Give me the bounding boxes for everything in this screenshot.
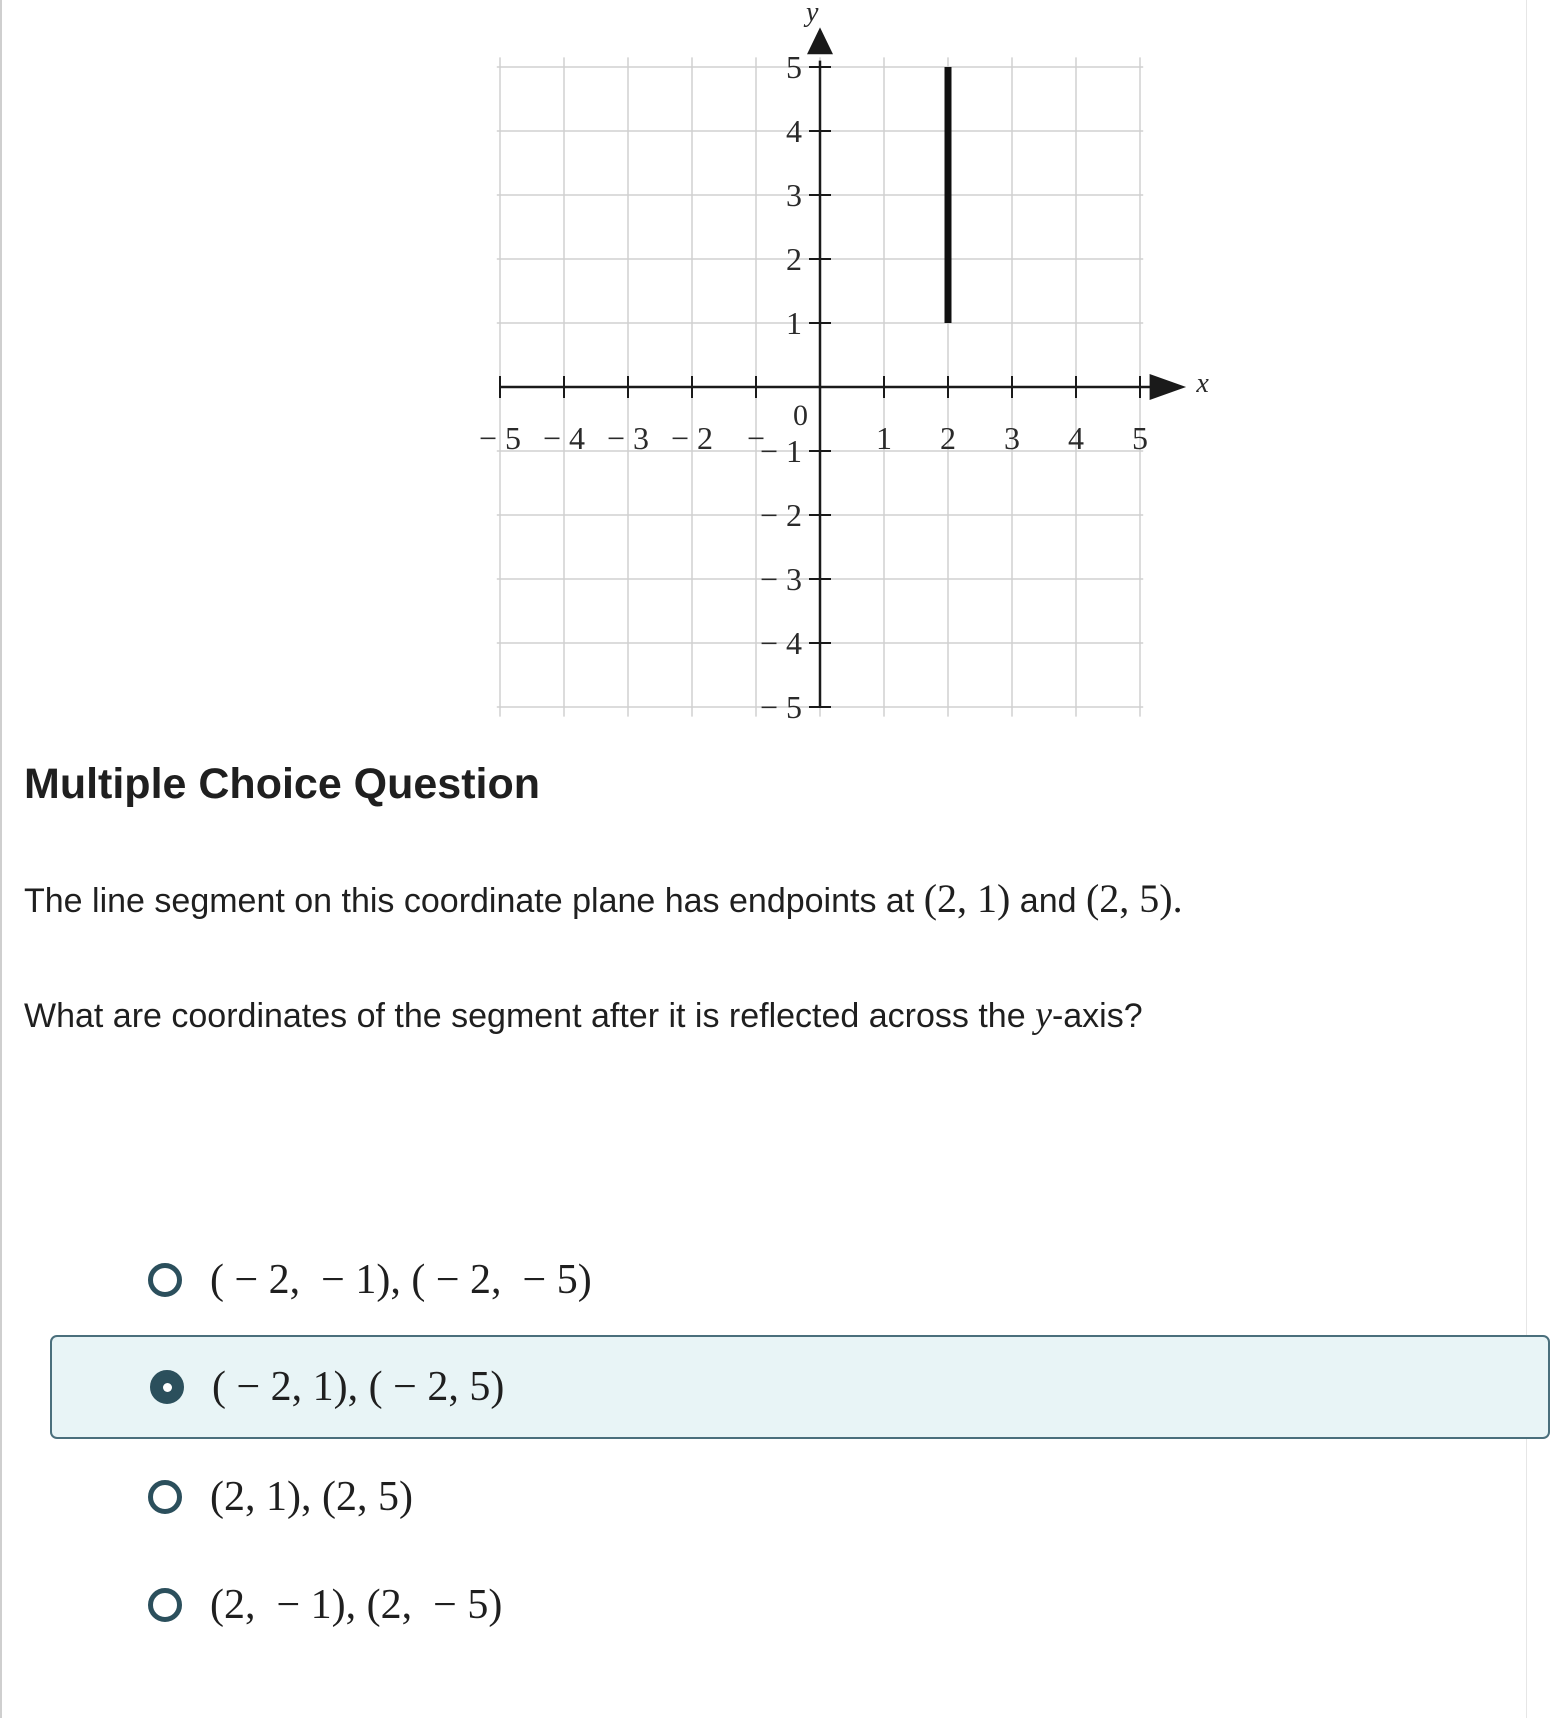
choice-label: ( − 2, − 1), ( − 2, − 5) — [210, 1257, 592, 1303]
prompt-and: and — [1010, 882, 1086, 920]
choice-label: (2, 1), (2, 5) — [210, 1474, 413, 1520]
question-heading: Multiple Choice Question — [24, 760, 541, 808]
x-tick-label: 4 — [1068, 420, 1084, 456]
coordinate-plane — [440, 0, 1209, 740]
y-tick-label: 2 — [786, 241, 802, 277]
x-tick-label: 1 — [876, 420, 892, 456]
x-axis-arrow — [1150, 374, 1186, 400]
question-prompt — [24, 875, 1183, 922]
choice-label: ( − 2, 1), ( − 2, 5) — [212, 1364, 505, 1410]
y-tick-label: − 1 — [759, 433, 802, 469]
endpoint-b: (2, 5) — [1085, 876, 1173, 921]
choice-3[interactable] — [50, 1445, 1550, 1549]
x-tick-label: − 3 — [606, 420, 650, 456]
origin-label: 0 — [793, 399, 808, 432]
y-tick-label: 1 — [786, 305, 802, 341]
y-tick-label: 3 — [786, 177, 802, 213]
y-tick-label: − 3 — [759, 561, 802, 597]
y-tick-label: − 5 — [759, 689, 802, 725]
x-axis-label: x — [1196, 368, 1209, 399]
y-tick-label: − 4 — [759, 625, 802, 661]
x-tick-label: − — [746, 420, 766, 456]
prompt-period: . — [1172, 876, 1183, 921]
choice-2[interactable] — [50, 1335, 1550, 1439]
choice-4[interactable] — [50, 1553, 1550, 1657]
radio-button-selected[interactable] — [150, 1370, 184, 1404]
radio-button[interactable] — [148, 1263, 182, 1297]
endpoint-a: (2, 1) — [923, 876, 1011, 921]
y-tick-label: 5 — [786, 49, 802, 85]
ask-text: What are coordinates of the segment after it is reflected across the — [24, 997, 1036, 1035]
ask-variable: y — [1035, 994, 1052, 1036]
y-axis-arrow — [807, 27, 833, 54]
y-tick-label: − 2 — [759, 497, 802, 533]
prompt-text: The line segment on this coordinate plane has endpoints at — [24, 882, 924, 920]
x-tick-label: − 2 — [670, 420, 714, 456]
x-tick-label: 3 — [1004, 420, 1020, 456]
choice-1[interactable] — [50, 1228, 1550, 1332]
x-tick-label: 2 — [940, 420, 956, 456]
choice-label: (2, − 1), (2, − 5) — [210, 1582, 503, 1628]
x-tick-label: 5 — [1132, 420, 1148, 456]
ask-suffix: -axis? — [1051, 997, 1143, 1035]
radio-button[interactable] — [148, 1588, 182, 1622]
left-border — [0, 0, 2, 1718]
question-ask — [24, 993, 1143, 1037]
y-axis-label: y — [806, 0, 819, 28]
y-tick-label: 4 — [786, 113, 802, 149]
x-tick-label: − 5 — [478, 420, 522, 456]
x-tick-label: − 4 — [542, 420, 586, 456]
radio-button[interactable] — [148, 1480, 182, 1514]
